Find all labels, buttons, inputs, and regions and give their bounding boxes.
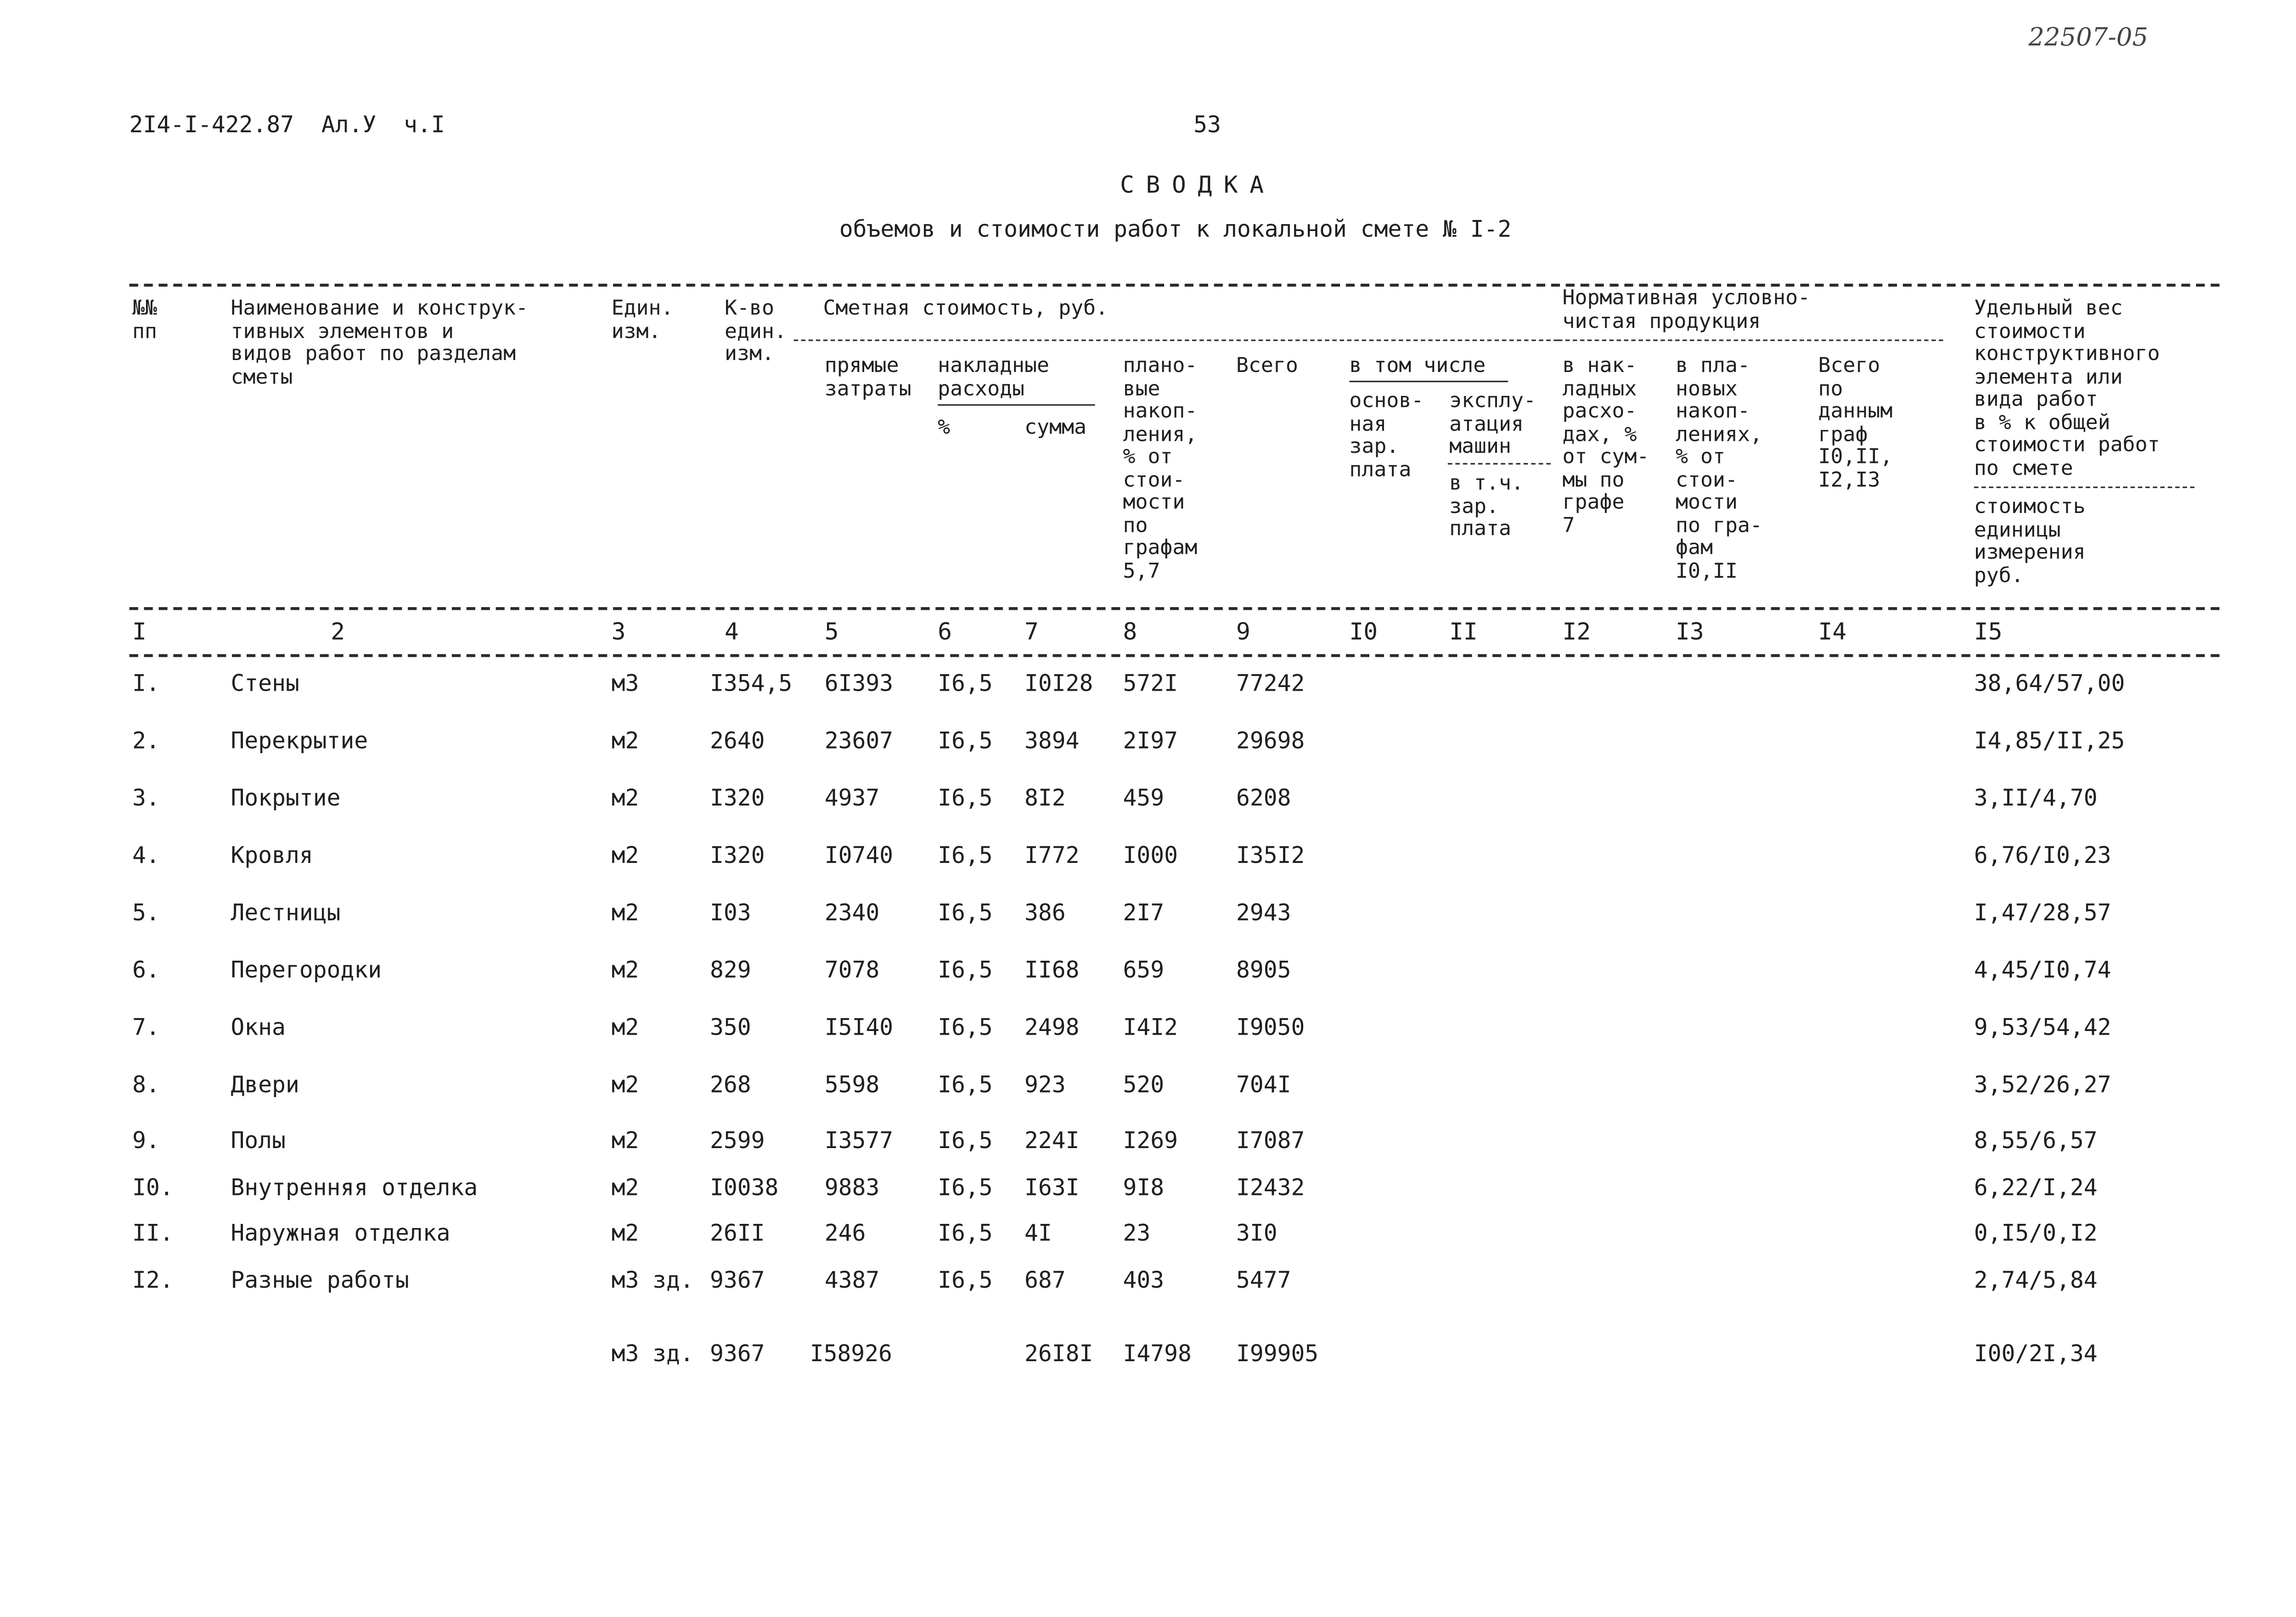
row-number: 7. bbox=[132, 1014, 160, 1041]
overhead-sum-cell: I63I bbox=[1024, 1174, 1080, 1201]
column-number: I5 bbox=[1974, 617, 2003, 646]
planned-savings-cell: 659 bbox=[1123, 957, 1165, 984]
table-row bbox=[0, 899, 2296, 935]
quantity-cell: 829 bbox=[710, 957, 751, 984]
quantity-cell: 350 bbox=[710, 1014, 751, 1041]
work-item-name: Окна bbox=[231, 1014, 286, 1041]
work-item-name: Перегородки bbox=[231, 957, 382, 984]
totals-overhead-sum: 26I8I bbox=[1024, 1341, 1093, 1367]
column-number-bottom-rule bbox=[129, 654, 2220, 657]
planned-savings-cell: 572I bbox=[1123, 670, 1178, 697]
totals-total: I99905 bbox=[1236, 1341, 1319, 1367]
total-cell: 704I bbox=[1236, 1071, 1291, 1099]
table-row bbox=[0, 1220, 2296, 1255]
overhead-percent-cell: I6,5 bbox=[938, 785, 993, 811]
column-number: I4 bbox=[1818, 617, 1847, 646]
direct-costs-cell: 2340 bbox=[824, 899, 880, 926]
share-cell: 8,55/6,57 bbox=[1974, 1127, 2098, 1154]
column-number: 3 bbox=[611, 617, 626, 646]
overhead-sum-cell: 8I2 bbox=[1024, 785, 1066, 811]
overhead-percent-cell: I6,5 bbox=[938, 1014, 993, 1041]
unit-cell: м2 bbox=[611, 727, 639, 755]
overhead-percent-cell: I6,5 bbox=[938, 727, 993, 755]
table-row bbox=[0, 1071, 2296, 1107]
overhead-sum-cell: 3894 bbox=[1024, 727, 1080, 755]
unit-cell: м2 bbox=[611, 842, 639, 869]
totals-row bbox=[0, 1341, 2296, 1376]
row-number: 2. bbox=[132, 727, 160, 755]
unit-cell: м2 bbox=[611, 899, 639, 926]
column-number: I0 bbox=[1349, 617, 1378, 646]
column-share-header-bottom: стоимость единицы измерения руб. bbox=[1974, 495, 2086, 587]
row-number: 5. bbox=[132, 899, 160, 926]
unit-cell: м2 bbox=[611, 1071, 639, 1099]
column-number: 8 bbox=[1123, 617, 1137, 646]
row-number: 9. bbox=[132, 1127, 160, 1154]
column-overhead-net-header: в нак- ладных расхо- дах, % от сум- мы по графе 7 bbox=[1562, 354, 1649, 537]
planned-savings-cell: 520 bbox=[1123, 1071, 1165, 1099]
machine-operation-divider bbox=[1448, 463, 1551, 464]
planned-savings-cell: 459 bbox=[1123, 785, 1165, 811]
column-number: I bbox=[132, 617, 146, 646]
column-unit-header: Един. изм. bbox=[611, 297, 674, 344]
planned-savings-cell: I4I2 bbox=[1123, 1014, 1178, 1041]
unit-cell: м2 bbox=[611, 1127, 639, 1154]
row-number: 8. bbox=[132, 1071, 160, 1099]
overhead-group-underline bbox=[938, 404, 1095, 406]
quantity-cell: I03 bbox=[710, 899, 751, 926]
direct-costs-cell: 5598 bbox=[824, 1071, 880, 1099]
unit-cell: м2 bbox=[611, 957, 639, 984]
work-item-name: Полы bbox=[231, 1127, 286, 1154]
column-base-wages-header: основ- ная зар. плата bbox=[1349, 389, 1424, 482]
overhead-sum-cell: 386 bbox=[1024, 899, 1066, 926]
unit-cell: м2 bbox=[611, 785, 639, 811]
column-savings-net-header: в пла- новых накоп- лениях, % от стои- мости по гра- фам I0,II bbox=[1676, 354, 1762, 583]
share-cell: 9,53/54,42 bbox=[1974, 1014, 2111, 1041]
share-cell: I,47/28,57 bbox=[1974, 899, 2111, 926]
column-number: 5 bbox=[824, 617, 839, 646]
column-number: II bbox=[1449, 617, 1478, 646]
overhead-percent-cell: I6,5 bbox=[938, 670, 993, 697]
column-quantity-header: К-во един. изм. bbox=[725, 297, 787, 366]
planned-savings-cell: 9I8 bbox=[1123, 1174, 1165, 1201]
direct-costs-cell: 246 bbox=[824, 1220, 866, 1247]
quantity-cell: 2640 bbox=[710, 727, 765, 755]
total-cell: I9050 bbox=[1236, 1014, 1305, 1041]
total-cell: I2432 bbox=[1236, 1174, 1305, 1201]
handwritten-archive-number: 22507-05 bbox=[2028, 23, 2149, 53]
row-number: I. bbox=[132, 670, 160, 697]
overhead-sum-cell: I0I28 bbox=[1024, 670, 1093, 697]
column-overhead-percent-header: % bbox=[938, 416, 951, 440]
overhead-percent-cell: I6,5 bbox=[938, 1071, 993, 1099]
overhead-sum-cell: 224I bbox=[1024, 1127, 1080, 1154]
work-item-name: Перекрытие bbox=[231, 727, 368, 755]
table-row bbox=[0, 842, 2296, 878]
share-cell: 2,74/5,84 bbox=[1974, 1267, 2098, 1294]
table-row bbox=[0, 670, 2296, 705]
row-number: 4. bbox=[132, 842, 160, 869]
column-number: 9 bbox=[1236, 617, 1250, 646]
direct-costs-cell: 9883 bbox=[824, 1174, 880, 1201]
overhead-sum-cell: 4I bbox=[1024, 1220, 1052, 1247]
overhead-percent-cell: I6,5 bbox=[938, 1220, 993, 1247]
column-direct-costs-header: прямые затраты bbox=[824, 354, 912, 401]
normative-group-header: Нормативная условно- чистая продукция bbox=[1562, 287, 1811, 333]
table-row bbox=[0, 785, 2296, 820]
row-number: 3. bbox=[132, 785, 160, 811]
including-group-header: в том числе bbox=[1349, 354, 1486, 378]
quantity-cell: 2599 bbox=[710, 1127, 765, 1154]
unit-cell: м2 bbox=[611, 1014, 639, 1041]
total-cell: I35I2 bbox=[1236, 842, 1305, 869]
quantity-cell: I320 bbox=[710, 785, 765, 811]
overhead-sum-cell: I772 bbox=[1024, 842, 1080, 869]
totals-unit: м3 зд. bbox=[611, 1341, 694, 1367]
column-number: 7 bbox=[1024, 617, 1039, 646]
total-cell: 6208 bbox=[1236, 785, 1291, 811]
planned-savings-cell: I000 bbox=[1123, 842, 1178, 869]
overhead-percent-cell: I6,5 bbox=[938, 1267, 993, 1294]
totals-share: I00/2I,34 bbox=[1974, 1341, 2098, 1367]
column-number: 4 bbox=[725, 617, 739, 646]
total-cell: I7087 bbox=[1236, 1127, 1305, 1154]
direct-costs-cell: I5I40 bbox=[824, 1014, 894, 1041]
direct-costs-cell: 23607 bbox=[824, 727, 894, 755]
total-cell: 29698 bbox=[1236, 727, 1305, 755]
work-item-name: Внутренняя отделка bbox=[231, 1174, 478, 1201]
column-net-total-header: Всего по данным граф I0,II, I2,I3 bbox=[1818, 354, 1893, 492]
total-cell: 77242 bbox=[1236, 670, 1305, 697]
work-item-name: Кровля bbox=[231, 842, 313, 869]
share-cell: 6,76/I0,23 bbox=[1974, 842, 2111, 869]
totals-direct-costs: I58926 bbox=[810, 1341, 892, 1367]
work-item-name: Стены bbox=[231, 670, 299, 697]
including-group-underline bbox=[1349, 381, 1508, 382]
share-cell: 4,45/I0,74 bbox=[1974, 957, 2111, 984]
column-share-divider bbox=[1974, 486, 2195, 488]
planned-savings-cell: 23 bbox=[1123, 1220, 1151, 1247]
quantity-cell: 26II bbox=[710, 1220, 765, 1247]
direct-costs-cell: 6I393 bbox=[824, 670, 894, 697]
direct-costs-cell: I0740 bbox=[824, 842, 894, 869]
column-share-header-top: Удельный вес стоимости конструктивного элемента или вида работ в % к общей стоимости работ по смете bbox=[1974, 297, 2160, 480]
table-row bbox=[0, 1127, 2296, 1162]
quantity-cell: I354,5 bbox=[710, 670, 793, 697]
unit-cell: м3 bbox=[611, 670, 639, 697]
table-row bbox=[0, 1014, 2296, 1049]
work-item-name: Лестницы bbox=[231, 899, 341, 926]
share-cell: 3,52/26,27 bbox=[1974, 1071, 2111, 1099]
totals-planned-savings: I4798 bbox=[1123, 1341, 1192, 1367]
column-number: I2 bbox=[1562, 617, 1591, 646]
column-planned-savings-header: плано- вые накоп- ления, % от стои- мости по графам 5,7 bbox=[1123, 354, 1198, 583]
table-top-rule bbox=[129, 284, 2220, 287]
table-row bbox=[0, 957, 2296, 992]
table-row bbox=[0, 1267, 2296, 1302]
unit-cell: м2 bbox=[611, 1174, 639, 1201]
row-number: II. bbox=[132, 1220, 174, 1247]
column-overhead-sum-header: сумма bbox=[1024, 416, 1086, 440]
total-cell: 8905 bbox=[1236, 957, 1291, 984]
row-number: I2. bbox=[132, 1267, 174, 1294]
quantity-cell: I0038 bbox=[710, 1174, 779, 1201]
column-number: 6 bbox=[938, 617, 952, 646]
work-item-name: Наружная отделка bbox=[231, 1220, 450, 1247]
overhead-percent-cell: I6,5 bbox=[938, 1174, 993, 1201]
cost-group-rule bbox=[793, 339, 1558, 341]
total-cell: 5477 bbox=[1236, 1267, 1291, 1294]
document-title: СВОДКА bbox=[1120, 170, 1276, 199]
column-number-header: №№ пп bbox=[132, 297, 158, 344]
quantity-cell: I320 bbox=[710, 842, 765, 869]
work-item-name: Разные работы bbox=[231, 1267, 409, 1294]
unit-cell: м2 bbox=[611, 1220, 639, 1247]
share-cell: 6,22/I,24 bbox=[1974, 1174, 2098, 1201]
overhead-sum-cell: II68 bbox=[1024, 957, 1080, 984]
quantity-cell: 9367 bbox=[710, 1267, 765, 1294]
direct-costs-cell: 7078 bbox=[824, 957, 880, 984]
work-item-name: Двери bbox=[231, 1071, 299, 1099]
share-cell: 0,I5/0,I2 bbox=[1974, 1220, 2098, 1247]
column-machine-operation-header: эксплу- атация машин bbox=[1449, 389, 1536, 459]
cost-group-header: Сметная стоимость, руб. bbox=[823, 297, 1109, 321]
column-total-header: Всего bbox=[1236, 354, 1298, 378]
share-cell: 38,64/57,00 bbox=[1974, 670, 2125, 697]
column-name-header: Наименование и конструк- тивных элементов и видов работ по разделам сметы bbox=[231, 297, 529, 389]
overhead-sum-cell: 2498 bbox=[1024, 1014, 1080, 1041]
work-item-name: Покрытие bbox=[231, 785, 341, 811]
document-subtitle: объемов и стоимости работ к локальной смете № I-2 bbox=[839, 216, 1512, 243]
page-number: 53 bbox=[1193, 112, 1221, 138]
planned-savings-cell: 403 bbox=[1123, 1267, 1165, 1294]
total-cell: 2943 bbox=[1236, 899, 1291, 926]
column-number: 2 bbox=[331, 617, 345, 646]
planned-savings-cell: 2I97 bbox=[1123, 727, 1178, 755]
column-number: I3 bbox=[1676, 617, 1704, 646]
overhead-sum-cell: 923 bbox=[1024, 1071, 1066, 1099]
direct-costs-cell: 4387 bbox=[824, 1267, 880, 1294]
overhead-sum-cell: 687 bbox=[1024, 1267, 1066, 1294]
overhead-percent-cell: I6,5 bbox=[938, 1127, 993, 1154]
share-cell: 3,II/4,70 bbox=[1974, 785, 2098, 811]
totals-quantity: 9367 bbox=[710, 1341, 765, 1367]
table-row bbox=[0, 1174, 2296, 1210]
document-code: 2I4-I-422.87 Ал.У ч.I bbox=[129, 112, 445, 138]
header-bottom-rule bbox=[129, 607, 2220, 610]
overhead-group-header: накладные расходы bbox=[938, 354, 1049, 401]
direct-costs-cell: 4937 bbox=[824, 785, 880, 811]
overhead-percent-cell: I6,5 bbox=[938, 899, 993, 926]
total-cell: 3I0 bbox=[1236, 1220, 1277, 1247]
quantity-cell: 268 bbox=[710, 1071, 751, 1099]
row-number: I0. bbox=[132, 1174, 174, 1201]
share-cell: I4,85/II,25 bbox=[1974, 727, 2125, 755]
planned-savings-cell: I269 bbox=[1123, 1127, 1178, 1154]
table-row bbox=[0, 727, 2296, 763]
overhead-percent-cell: I6,5 bbox=[938, 842, 993, 869]
row-number: 6. bbox=[132, 957, 160, 984]
overhead-percent-cell: I6,5 bbox=[938, 957, 993, 984]
column-machine-wages-header: в т.ч. зар. плата bbox=[1449, 472, 1524, 541]
unit-cell: м3 зд. bbox=[611, 1267, 694, 1294]
normative-group-rule bbox=[1558, 339, 1943, 341]
direct-costs-cell: I3577 bbox=[824, 1127, 894, 1154]
planned-savings-cell: 2I7 bbox=[1123, 899, 1165, 926]
